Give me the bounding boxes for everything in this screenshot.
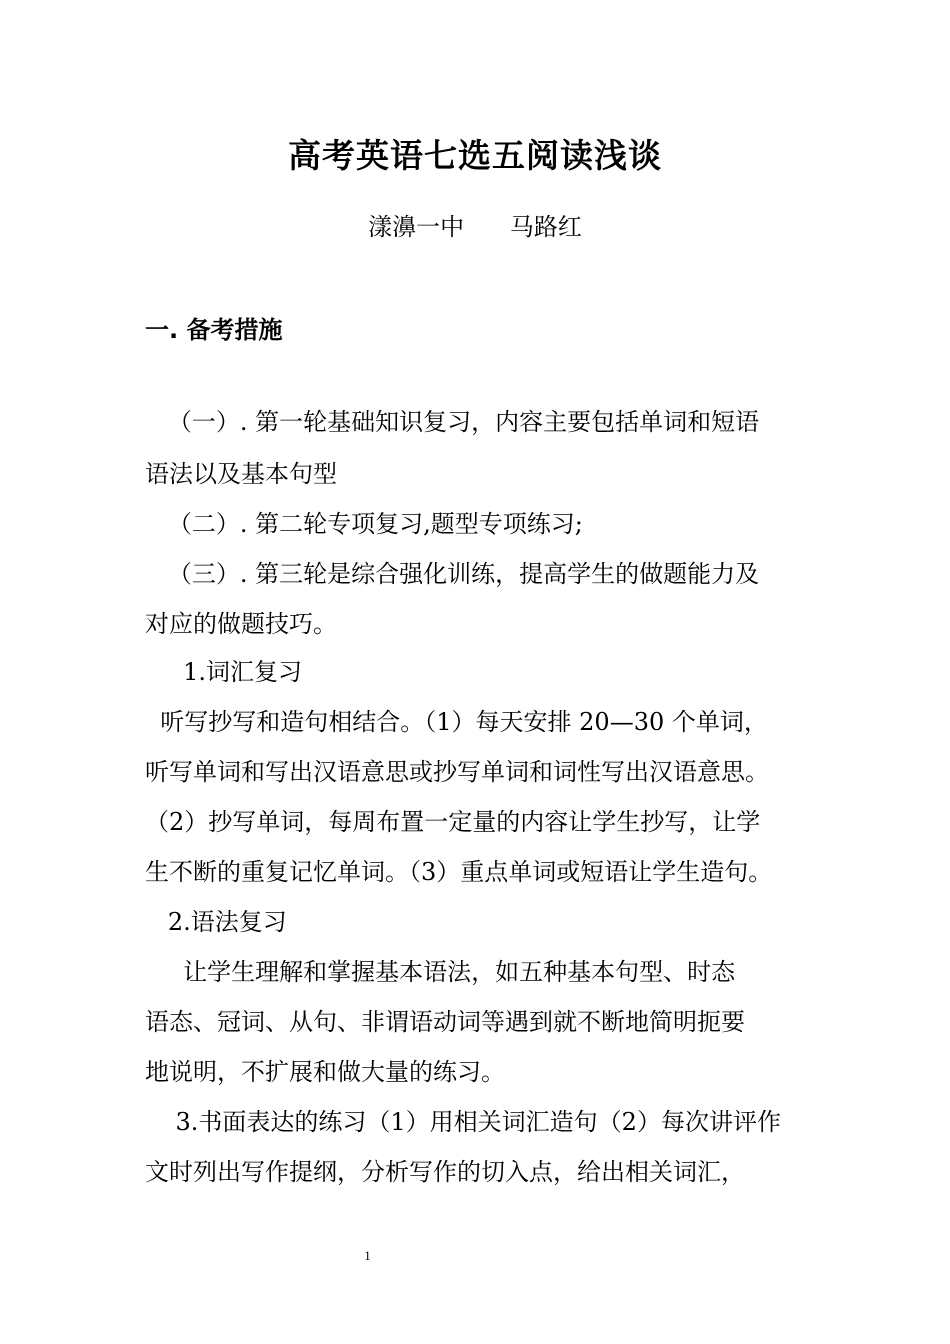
page-number: 1 (364, 1248, 371, 1263)
body-line: 2.语法复习 (145, 908, 287, 936)
body-line: （一）. 第一轮基础知识复习，内容主要包括单词和短语 (145, 408, 760, 436)
body-line: （二）. 第二轮专项复习,题型专项练习; (145, 510, 583, 538)
body-line: 1.词汇复习 (145, 658, 303, 686)
body-line: 文时列出写作提纲，分析写作的切入点，给出相关词汇， (145, 1158, 745, 1186)
body-line: 生不断的重复记忆单词。（3）重点单词或短语让学生造句。 (145, 858, 773, 886)
author-line: 漾濞一中 马路红 (368, 213, 582, 241)
body-line: 听写单词和写出汉语意思或抄写单词和词性写出汉语意思。 (145, 758, 769, 786)
body-line: （2）抄写单词，每周布置一定量的内容让学生抄写，让学 (145, 808, 761, 836)
body-line: （三）. 第三轮是综合强化训练，提高学生的做题能力及 (145, 560, 760, 588)
body-line: 让学生理解和掌握基本语法，如五种基本句型、时态 (145, 958, 736, 986)
body-line: 听写抄写和造句相结合。（1）每天安排 20—30 个单词， (145, 708, 768, 736)
body-line: 3.书面表达的练习（1）用相关词汇造句（2）每次讲评作 (145, 1108, 781, 1136)
body-line: 语态、冠词、从句、非谓语动词等遇到就不断地简明扼要 (145, 1008, 745, 1036)
document-title: 高考英语七选五阅读浅谈 (288, 136, 662, 175)
body-line: 对应的做题技巧。 (145, 610, 337, 638)
section-heading: 一. 备考措施 (145, 316, 283, 344)
body-line: 语法以及基本句型 (145, 460, 337, 488)
body-line: 地说明，不扩展和做大量的练习。 (145, 1058, 505, 1086)
